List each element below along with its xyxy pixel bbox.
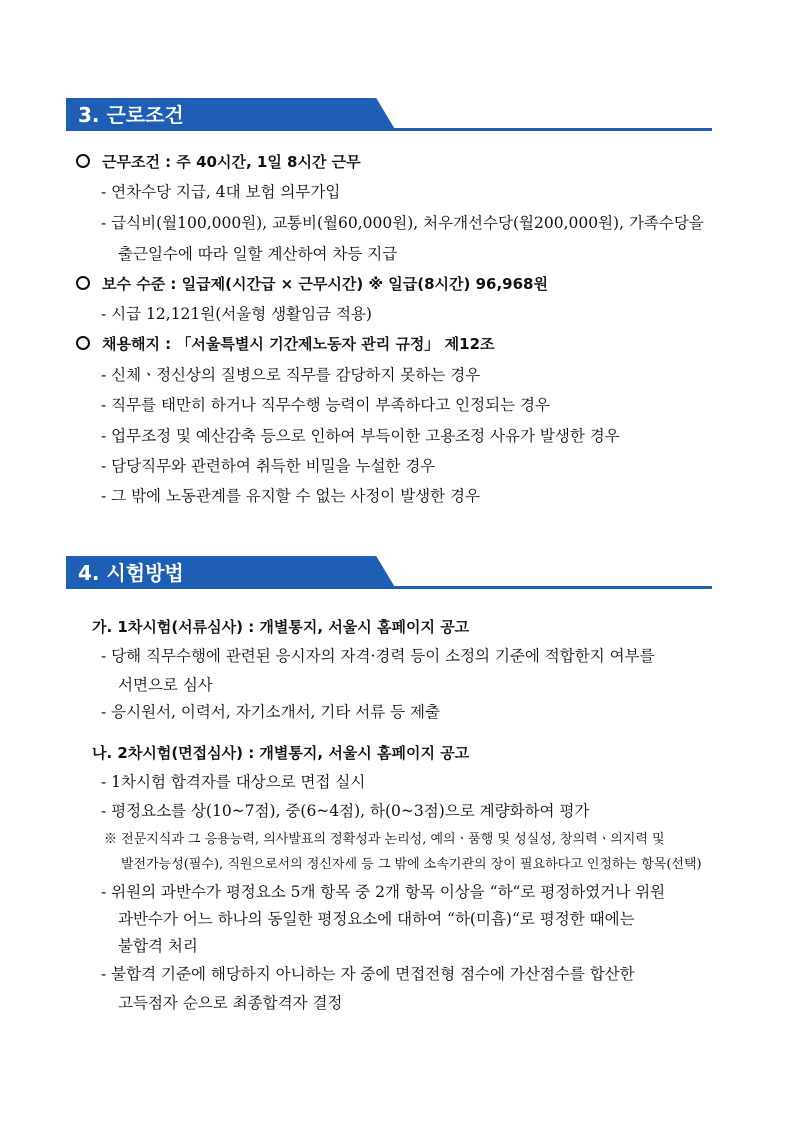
circle-bullet-icon: [76, 154, 90, 168]
note-line: ※ 전문지식과 그 응용능력, 의사발표의 정확성과 논리성, 예의ㆍ품행 및 성실성, 창의력ㆍ의지력 및: [104, 832, 665, 847]
list-item: - 직무를 태만히 하거나 직무수행 능력이 부족하다고 인정되는 경우: [101, 396, 550, 414]
list-item: - 평정요소를 상(10~7점), 중(6~4점), 하(0~3점)으로 계량화하여 평가: [101, 802, 590, 820]
list-item: - 급식비(월100,000원), 교통비(월60,000원), 처우개선수당(월200,000원), 가족수당을: [101, 214, 704, 232]
list-item: - 위원의 과반수가 평정요소 5개 항목 중 2개 항목 이상을 “하“로 평정하였거나 위원: [101, 883, 666, 901]
list-item: - 시급 12,121원(서울형 생활임금 적용): [101, 305, 372, 323]
stage2-heading: 나. 2차시험(면접심사) : 개별통지, 서울시 홈페이지 공고: [92, 744, 470, 762]
item-heading-pay: 보수 수준 : 일급제(시간급 × 근무시간) ※ 일급(8시간) 96,968원: [76, 273, 548, 295]
list-item-continuation: 불합격 처리: [118, 937, 198, 955]
item-heading-termination: 채용해지 : 「서울특별시 기간제노동자 관리 규정」 제12조: [76, 333, 495, 355]
section-title: 4. 시험방법: [78, 561, 184, 585]
list-item: - 신체ㆍ정신상의 질병으로 직무를 감당하지 못하는 경우: [101, 366, 481, 384]
section-title: 3. 근로조건: [78, 103, 184, 127]
stage1-heading: 가. 1차시험(서류심사) : 개별통지, 서울시 홈페이지 공고: [92, 618, 470, 636]
list-item: - 그 밖에 노동관계를 유지할 수 없는 사정이 발생한 경우: [101, 487, 480, 505]
list-item: - 1차시험 합격자를 대상으로 면접 실시: [101, 773, 366, 791]
list-item: - 업무조정 및 예산감축 등으로 인하여 부득이한 고용조정 사유가 발생한 경우: [101, 427, 620, 445]
section-header-3: [66, 98, 712, 134]
note-line: 발전가능성(필수), 직원으로서의 정신자세 등 그 밖에 소속기관의 장이 필요하다고 인정하는 항목(선택): [121, 857, 702, 872]
list-item: - 연차수당 지급, 4대 보험 의무가입: [101, 183, 341, 201]
list-item-continuation: 과반수가 어느 하나의 동일한 평정요소에 대하여 “하(미흡)“로 평정한 때에는: [118, 910, 635, 928]
circle-bullet-icon: [76, 336, 90, 350]
list-item: - 불합격 기준에 해당하지 아니하는 자 중에 면접전형 점수에 가산점수를 합산한: [101, 965, 635, 983]
circle-bullet-icon: [76, 276, 90, 290]
list-item-continuation: 서면으로 심사: [118, 676, 213, 694]
item-heading-work-conditions: 근무조건 : 주 40시간, 1일 8시간 근무: [76, 151, 361, 173]
list-item: - 담당직무와 관련하여 취득한 비밀을 누설한 경우: [101, 457, 436, 475]
section-header-4: [66, 556, 712, 592]
list-item: - 응시원서, 이력서, 자기소개서, 기타 서류 등 제출: [101, 703, 440, 721]
list-item: - 당해 직무수행에 관련된 응시자의 자격·경력 등이 소정의 기준에 적합한지 여부를: [101, 647, 655, 665]
list-item-continuation: 출근일수에 따라 일할 계산하여 차등 지급: [118, 245, 398, 263]
list-item-continuation: 고득점자 순으로 최종합격자 결정: [118, 994, 343, 1012]
